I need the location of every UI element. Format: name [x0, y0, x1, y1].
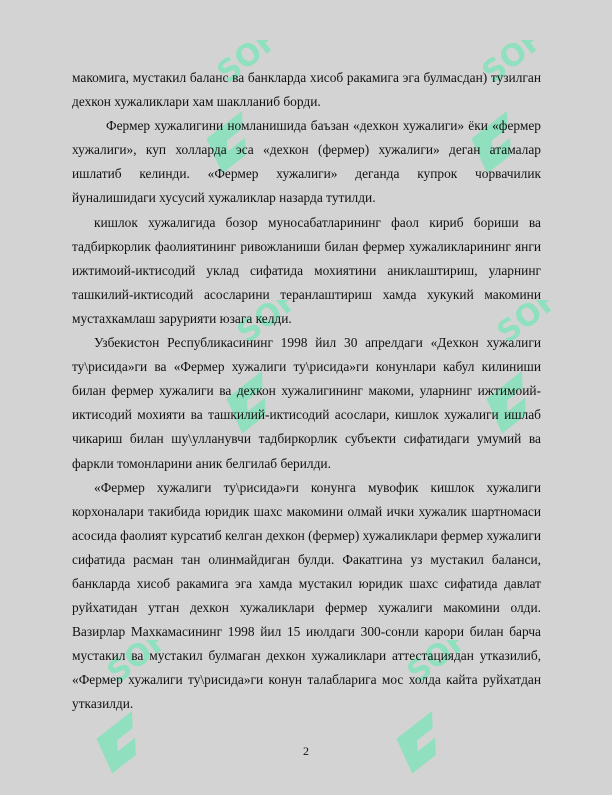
svg-text:SOF: SOF — [210, 40, 286, 91]
paragraph-1: макомига, мустакил баланс ва банкларда хисоб ракамига эга булмасдан) тузилган дехкон хужаликлари хам шаклланиб борди. — [72, 70, 541, 110]
svg-text:SOF: SOF — [490, 300, 566, 351]
document-page — [72, 66, 541, 717]
paragraph-3: кишлок хужалигида бозор муносабатларининг фаол кириб бориши ва тадбиркорлик фаолиятининг ривожланиши билан фермер хужаликларининг янги ижтимоий-иктисодий уклад сифатида мохиятини аниклаштириш, уларнинг ташкилий-иктисодий асосларини теранлаштириш хамда хукукий макомини мустахкамлаш зарурияти юзага келди. — [72, 214, 541, 326]
page-number: 2 — [303, 744, 309, 758]
paragraph-2: Фермер хужалигини номланишида баъзан «дехкон хужалиги» ёки «фермер хужалиги», куп холларда эса «дехкон (фермер) хужалиги» деган атамалар ишлатиб келинди. «Фермер хужалиги» деганда купрок чорвачилик йуналишидаги хусусий хужаликлар назарда тутилди. — [72, 118, 541, 206]
paragraph-5: «Фермер хужалиги ту\рисида»ги конунга мувофик кишлок хужалиги корхоналари такибида юридик шахс макомини олмай ички хужалик шартномаси асосида фаолият курсатиб келган дехкон (фермер) хужаликлари фермер хужалиги сифатида расман тан олинмайдиган булди. Факатгина уз мустакил баланси, банкларда хисоб ракамига эга хамда мустакил юридик шахс сифатида давлат руйхатидан утган дехкон хужаликлари фермер хужалиги макомини олди. Вазирлар Махкамасининг 1998 йил 15 июлдаги 300-сонли карори билан барча мустакил ва мустакил булмаган дехкон хужаликлари аттестациядан утказилиб, «Фермер хужалиги ту\рисида»ги конун талабларига мос холда кайта руйхатдан утказилди. — [72, 479, 541, 712]
paragraph-4: Узбекистон Республикасининг 1998 йил 30 апрелдаги «Дехкон хужалиги ту\рисида»ги ва «Фермер хужалиги ту\рисида»ги конунлари кабул килиниши билан фермер хужалиги ва дехкон хужалигининг макоми, уларнинг ижтимоий-иктисодий мохияти ва ташкилий-иктисодий асослари, кишлок хужалиги ишлаб чикариш билан шу\улланувчи тадбиркорлик субъекти сифатидаги умумий ва фаркли томонларини аник белгилаб берилди. — [72, 335, 541, 471]
svg-text:SOF: SOF — [100, 640, 176, 691]
svg-text:SOF: SOF — [230, 300, 306, 351]
svg-text:SOF: SOF — [400, 640, 476, 691]
svg-text:SOF: SOF — [475, 40, 551, 91]
